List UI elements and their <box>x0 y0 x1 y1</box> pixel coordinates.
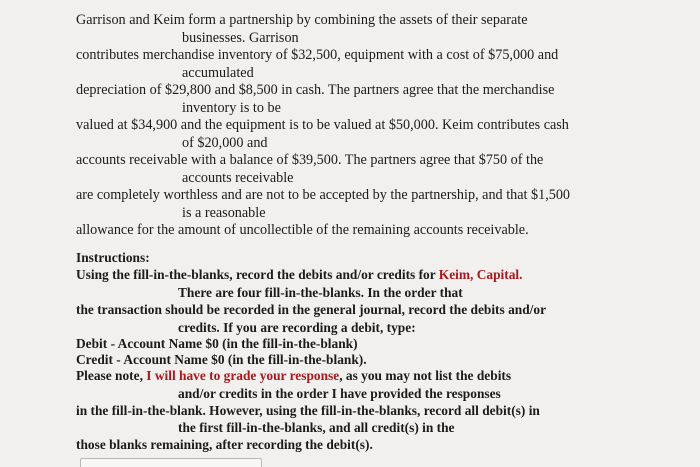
grading-note-highlight: I will have to grade your response <box>146 368 340 383</box>
instructions-line-10: the first fill-in-the-blanks, and all credit(s) in the <box>178 420 455 435</box>
problem-line-11: are completely worthless and are not to be accepted by the partnership, and that $1,500 <box>76 187 571 203</box>
problem-line-9: accounts receivable with a balance of $39,500. The partners agree that $750 of the <box>76 152 544 168</box>
instructions-line-6: Credit - Account Name $0 (in the fill-in-the-blank). <box>76 352 367 367</box>
problem-line-3: contributes merchandise inventory of $32,500, equipment with a cost of $75,000 and <box>76 47 559 63</box>
problem-line-5: depreciation of $29,800 and $8,500 in cash. The partners agree that the merchandise <box>76 82 555 98</box>
instructions-line-1-text: Using the fill-in-the-blanks, record the debits and/or credits for <box>76 267 439 282</box>
instructions-line-7-suffix: , as you may not list the debits <box>339 368 512 383</box>
account-name-highlight: Keim, Capital. <box>438 267 523 282</box>
problem-line-1: Garrison and Keim form a partnership by combining the assets of their separate <box>76 12 528 28</box>
instructions-line-11: those blanks remaining, after recording the debit(s). <box>76 437 373 452</box>
instructions-line-1 <box>76 267 522 283</box>
problem-line-7: valued at $34,900 and the equipment is to be valued at $50,000. Keim contributes cash <box>76 117 569 133</box>
instructions-line-8: and/or credits in the order I have provided the responses <box>178 386 501 401</box>
problem-line-10: accounts receivable <box>182 170 294 186</box>
instructions-line-7 <box>76 368 511 384</box>
instructions-line-7-prefix: Please note, <box>76 368 147 383</box>
instructions-line-4: credits. If you are recording a debit, type: <box>178 320 416 335</box>
instructions-line-2: There are four fill-in-the-blanks. In the order that <box>178 285 463 300</box>
problem-line-13: allowance for the amount of uncollectible of the remaining accounts receivable. <box>76 222 529 238</box>
instructions-line-9: in the fill-in-the-blank. However, using the fill-in-the-blanks, record all debit(s) in <box>76 403 540 418</box>
problem-line-4: accumulated <box>182 65 254 81</box>
instructions-line-3: the transaction should be recorded in the general journal, record the debits and/or <box>76 302 547 317</box>
problem-line-6: inventory is to be <box>182 100 281 116</box>
problem-line-12: is a reasonable <box>182 205 266 221</box>
instructions-heading: Instructions: <box>76 250 150 265</box>
problem-line-2: businesses. Garrison <box>182 30 299 46</box>
instructions-line-5: Debit - Account Name $0 (in the fill-in-the-blank) <box>76 336 358 351</box>
problem-line-8: of $20,000 and <box>182 135 268 151</box>
